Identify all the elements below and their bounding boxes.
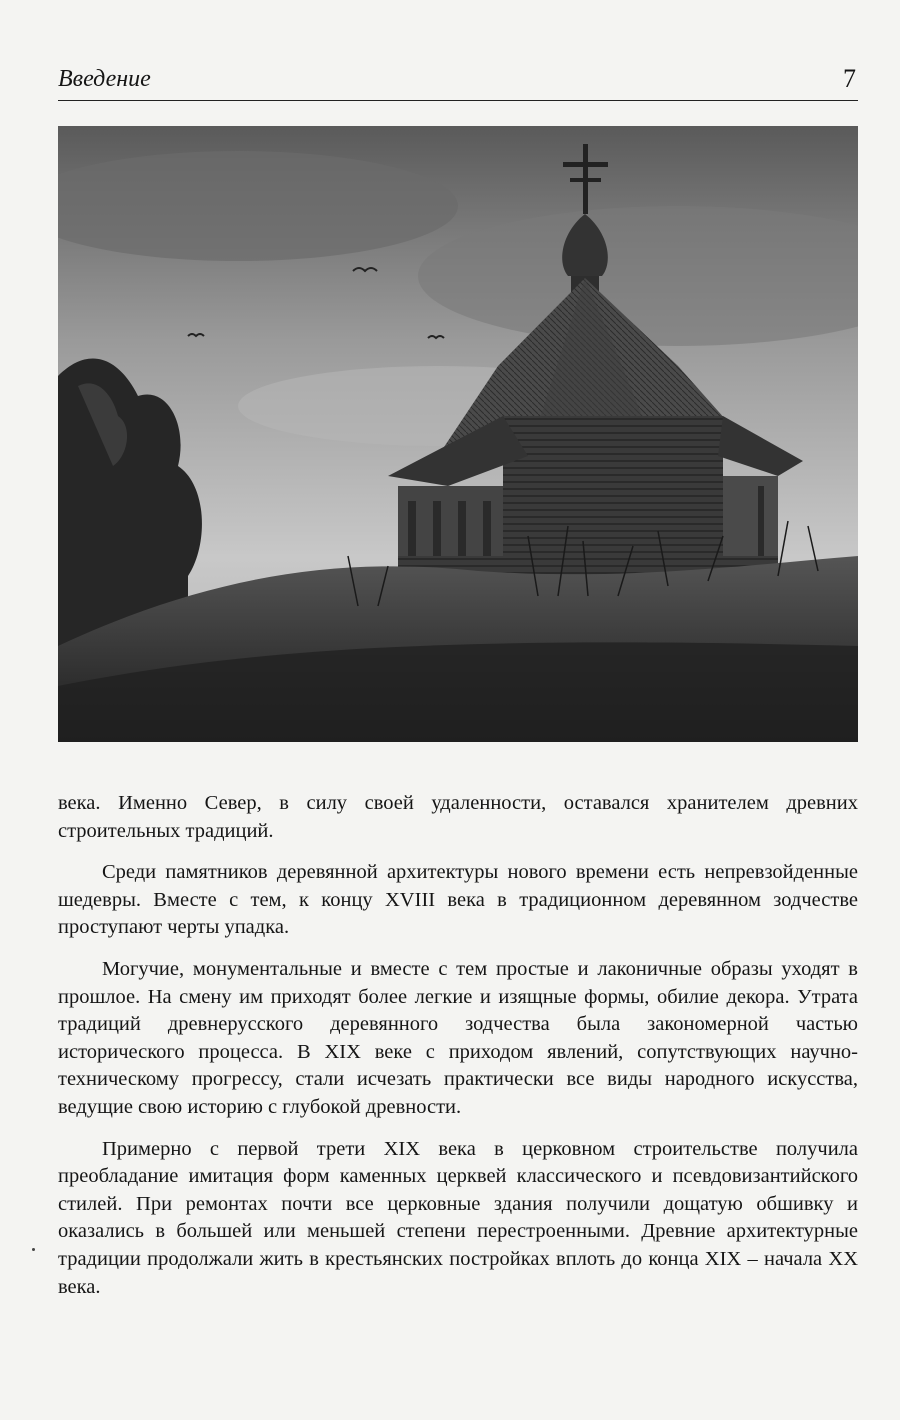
chapel-illustration — [58, 126, 858, 742]
paragraph-4: Примерно с первой трети XIX века в церковном строительстве получила преобладание имитация форм каменных церквей классического и псевдовизантийского стилей. При ремонтах почти все церковные здания получили дощатую обшивку и оказались в большей или меньшей степени перестроенными. Древние архитектурные традиции продолжали жить в крестьянских постройках вплоть до конца XIX – начала XX века. — [58, 1137, 858, 1298]
paragraph-2: Среди памятников деревянной архитектуры нового времени есть непревзойденные шедевры. Вместе с тем, к концу XVIII века в традиционном деревянном зодчестве проступают черты упадка. — [58, 861, 858, 939]
chapel-illustration-icon — [58, 126, 858, 742]
running-header — [58, 64, 858, 101]
paragraph-1: века. Именно Север, в силу своей удаленности, оставался хранителем древних строительных традиций. — [58, 792, 858, 842]
page-number: 7 — [843, 64, 856, 93]
margin-dot — [32, 1248, 35, 1251]
body-text — [58, 790, 858, 1301]
section-title: Введение — [58, 66, 151, 92]
paragraph-3: Могучие, монументальные и вместе с тем простые и лаконичные образы уходят в прошлое. На смену им приходят более легкие и изящные формы, обилие декора. Утрата традиций древнерусского деревянного зодчества была закономерной частью исторического процесса. В XIX веке с приходом явлений, сопутствующих научно-техническому прогрессу, стали исчезать практически все виды народного искусства, ведущие свою историю с глубокой древности. — [58, 957, 858, 1118]
